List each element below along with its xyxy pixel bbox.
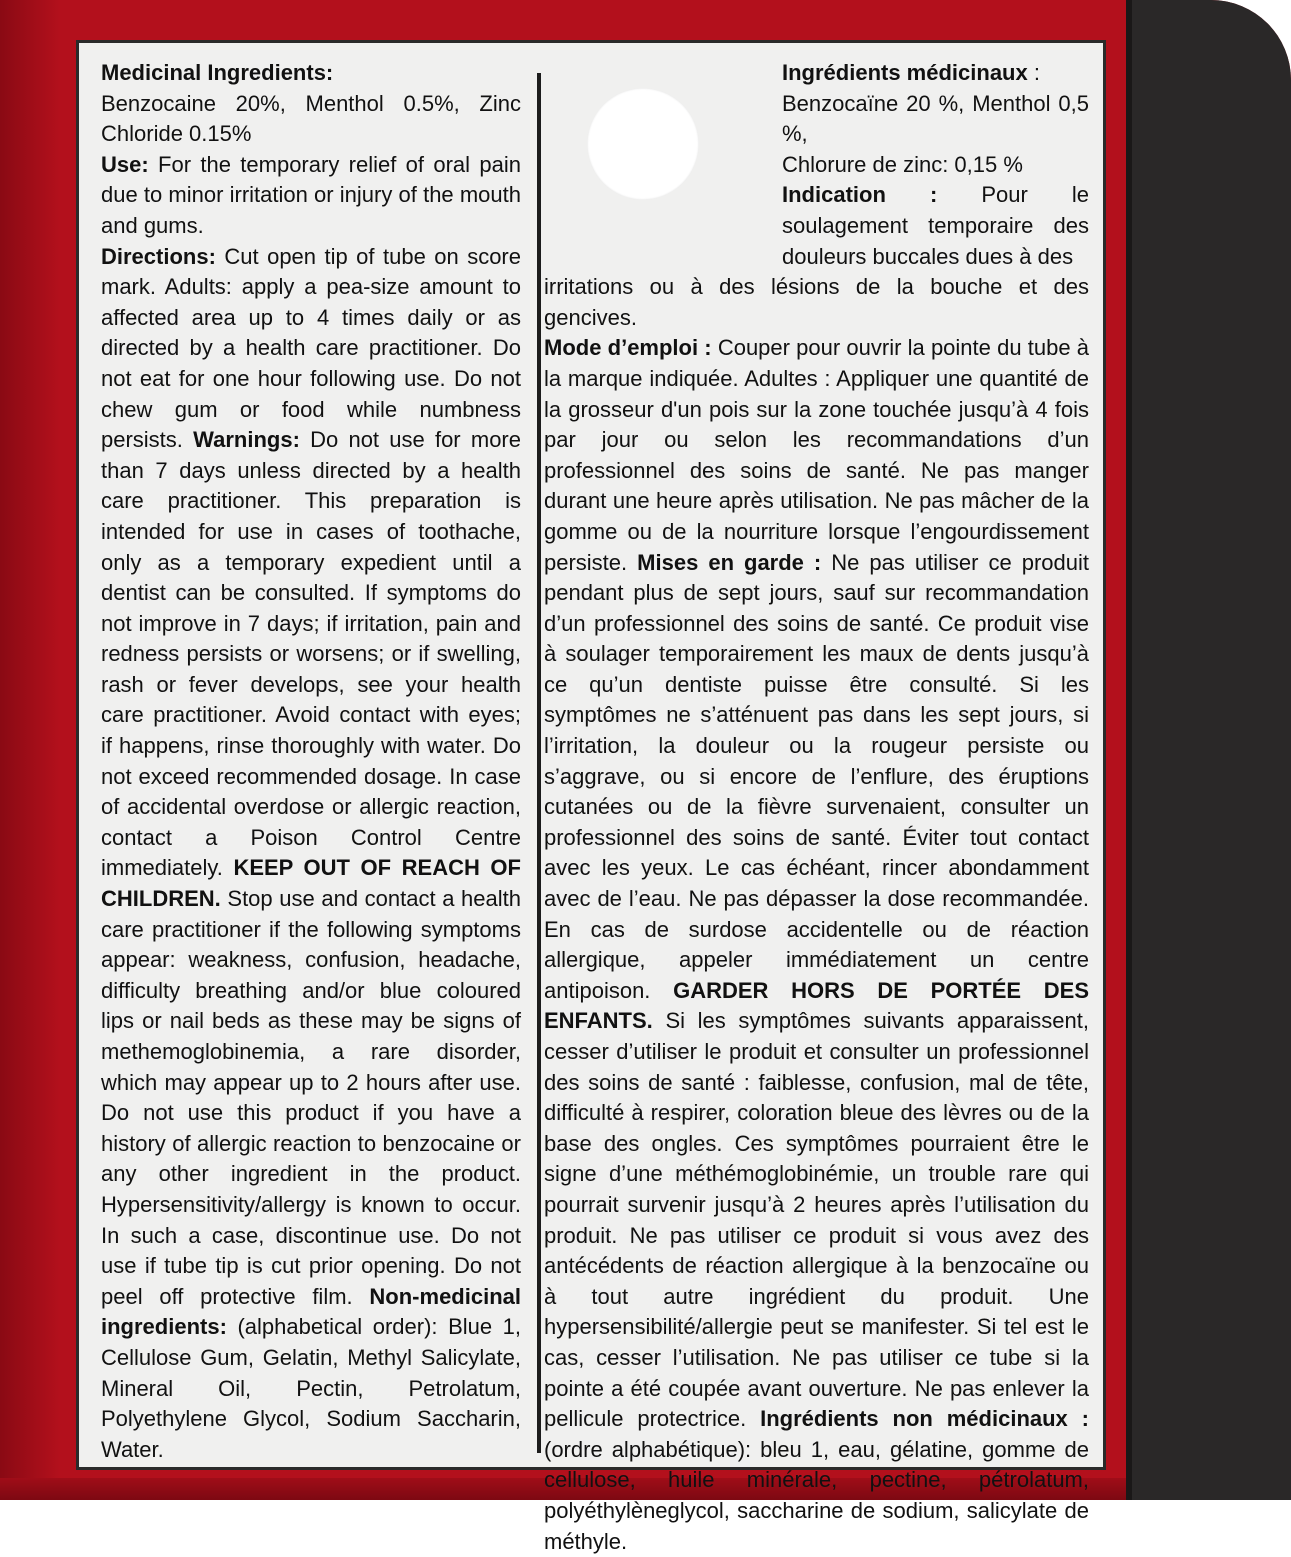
fr-medicinal-ingredients-line2: Chlorure de zinc: 0,15 %	[782, 151, 1023, 177]
fr-medicinal-ingredients-line1: Benzocaïne 20 %, Menthol 0,5 %,	[782, 90, 1089, 147]
use-text: For the temporary relief of oral pain due to minor irritation or injury of the mouth and gums.	[101, 151, 521, 238]
non-medicinal-heading: Non-medicinal ingredients:	[101, 1283, 521, 1340]
fr-medicinal-colon: :	[1027, 60, 1040, 85]
medicinal-ingredients-heading: Medicinal Ingredients:	[101, 60, 334, 85]
fr-medicinal-ingredients-heading: Ingrédients médicinaux	[782, 60, 1028, 85]
french-header-block	[782, 58, 1089, 272]
medicinal-ingredients-text: Benzocaine 20%, Menthol 0.5%, Zinc Chloride 0.15%	[101, 90, 521, 147]
directions-text: Cut open tip of tube on score mark. Adults: apply a pea-size amount to affected area up to 4 times daily or as directed by a health care practitioner. Do not eat for one hour following use. Do not chew gum or food while numbness persists.	[101, 243, 521, 453]
keep-out-text: Stop use and contact a health care practitioner if the following symptoms appear: weakness, confusion, headache, difficulty breathing and/or blue coloured lips or nail beds as these may be signs of methemoglobinemia, a rare disorder, which may appear up to 2 hours after use. Do not use this product if you have a history of allergic reaction to benzocaine or any other ingredient in the product. Hypersensitivity/allergy is known to occur. In such a case, discontinue use. Do not use if tube tip is cut prior opening. Do not peel off protective film.	[101, 886, 521, 1309]
keep-out-heading: KEEP OUT OF REACH OF CHILDREN.	[101, 855, 521, 912]
english-column	[101, 58, 521, 1465]
fr-warnings-text: Ne pas utiliser ce produit pendant plus de sept jours, sauf sur recommandation d’un professionnel des soins de santé. Ce produit vise à soulager temporairement les maux de dents jusqu’à ce qu’un dentiste puisse être consulté. Si les symptômes ne s’atténuent pas dans les sept jours, si l’irritation, la douleur ou la rougeur persiste ou s’aggrave, ou si encore de l’enflure, des éruptions cutanées ou de la fièvre survenaient, consulter un professionnel des soins de santé. Éviter tout contact avec les yeux. Le cas échéant, rincer abondamment avec de l’eau. Ne pas dépasser la dose recommandée. En cas de surdose accidentelle ou de réaction allergique, appeler immédiatement un centre antipoison.	[544, 549, 1089, 1003]
package-side-panel	[1126, 0, 1291, 1500]
fr-indication-heading: Indication :	[782, 182, 938, 208]
fr-mode-text: Couper pour ouvrir la pointe du tube à la marque indiquée. Adultes : Appliquer une quantité de la grosseur d'un pois sur la zone touchée jusqu’à 4 fois par jour ou selon les recommandations d’un professionnel des soins de santé. Ne pas manger durant une heure après utilisation. Ne pas mâcher de la gomme ou de la nourriture lorsque l’engourdissement persiste.	[544, 335, 1089, 575]
fr-warnings-heading: Mises en garde :	[637, 549, 822, 575]
column-divider	[537, 73, 541, 1453]
package-edge-shade	[0, 0, 60, 1500]
fr-indication-text-tail: irritations ou à des lésions de la bouche et des gencives.	[544, 274, 1089, 330]
non-medicinal-text: (alphabetical order): Blue 1, Cellulose Gum, Gelatin, Methyl Salicylate, Mineral Oil, Pectin, Petrolatum, Polyethylene Glycol, Sodium Saccharin, Water.	[101, 1314, 521, 1462]
package-side-edge	[1126, 0, 1132, 1500]
warnings-text: Do not use for more than 7 days unless directed by a health care practitioner. This preparation is intended for use in cases of toothache, only as a temporary expedient until a dentist can be consulted. If symptoms do not improve in 7 days; if irritation, pain and redness persists or worsens; or if swelling, rash or fever develops, see your health care practitioner. Avoid contact with eyes; if happens, rinse thoroughly with water. Do not exceed recommended dosage. In case of accidental overdose or allergic reaction, contact a Poison Control Centre immediately.	[101, 427, 521, 881]
warnings-heading: Warnings:	[193, 427, 300, 453]
fr-keep-out-heading: GARDER HORS DE PORTÉE DES ENFANTS.	[544, 977, 1089, 1034]
fr-keep-out-text: Si les symptômes suivants apparaissent, cesser d’utiliser le produit et consulter un professionnel des soins de santé : faiblesse, confusion, mal de tête, difficulté à respirer, coloration bleue des lèvres ou de la base des ongles. Ces symptômes pourraient être le signe d’une méthémoglobinémie, un trouble rare qui pourrait survenir jusqu’à 2 heures après l’utilisation du produit. Ne pas utiliser ce produit si vous avez des antécédents de réaction allergique à la benzocaïne ou à tout autre ingrédient du produit. Une hypersensibilité/allergie peut se manifester. Si tel est le cas, cesser l’utilisation. Ne pas utiliser ce tube si la pointe a été coupée avant ouverture. Ne pas enlever la pellicule protectrice.	[544, 1008, 1089, 1432]
fr-non-medicinal-text: (ordre alphabétique): bleu 1, eau, gélatine, gomme de cellulose, huile minérale, pectine, pétrolatum, polyéthylèneglycol, saccharine de sodium, salicylate de méthyle.	[544, 1436, 1089, 1554]
fr-indication-text-head: Pour le soulagement temporaire des douleurs buccales dues à des	[782, 182, 1089, 269]
french-column	[544, 58, 1089, 1557]
fr-non-medicinal-heading: Ingrédients non médicinaux :	[760, 1406, 1089, 1432]
drug-facts-label	[76, 40, 1106, 1554]
use-heading: Use:	[101, 151, 149, 177]
directions-heading: Directions:	[101, 243, 216, 269]
fr-mode-heading: Mode d’emploi :	[544, 335, 712, 361]
